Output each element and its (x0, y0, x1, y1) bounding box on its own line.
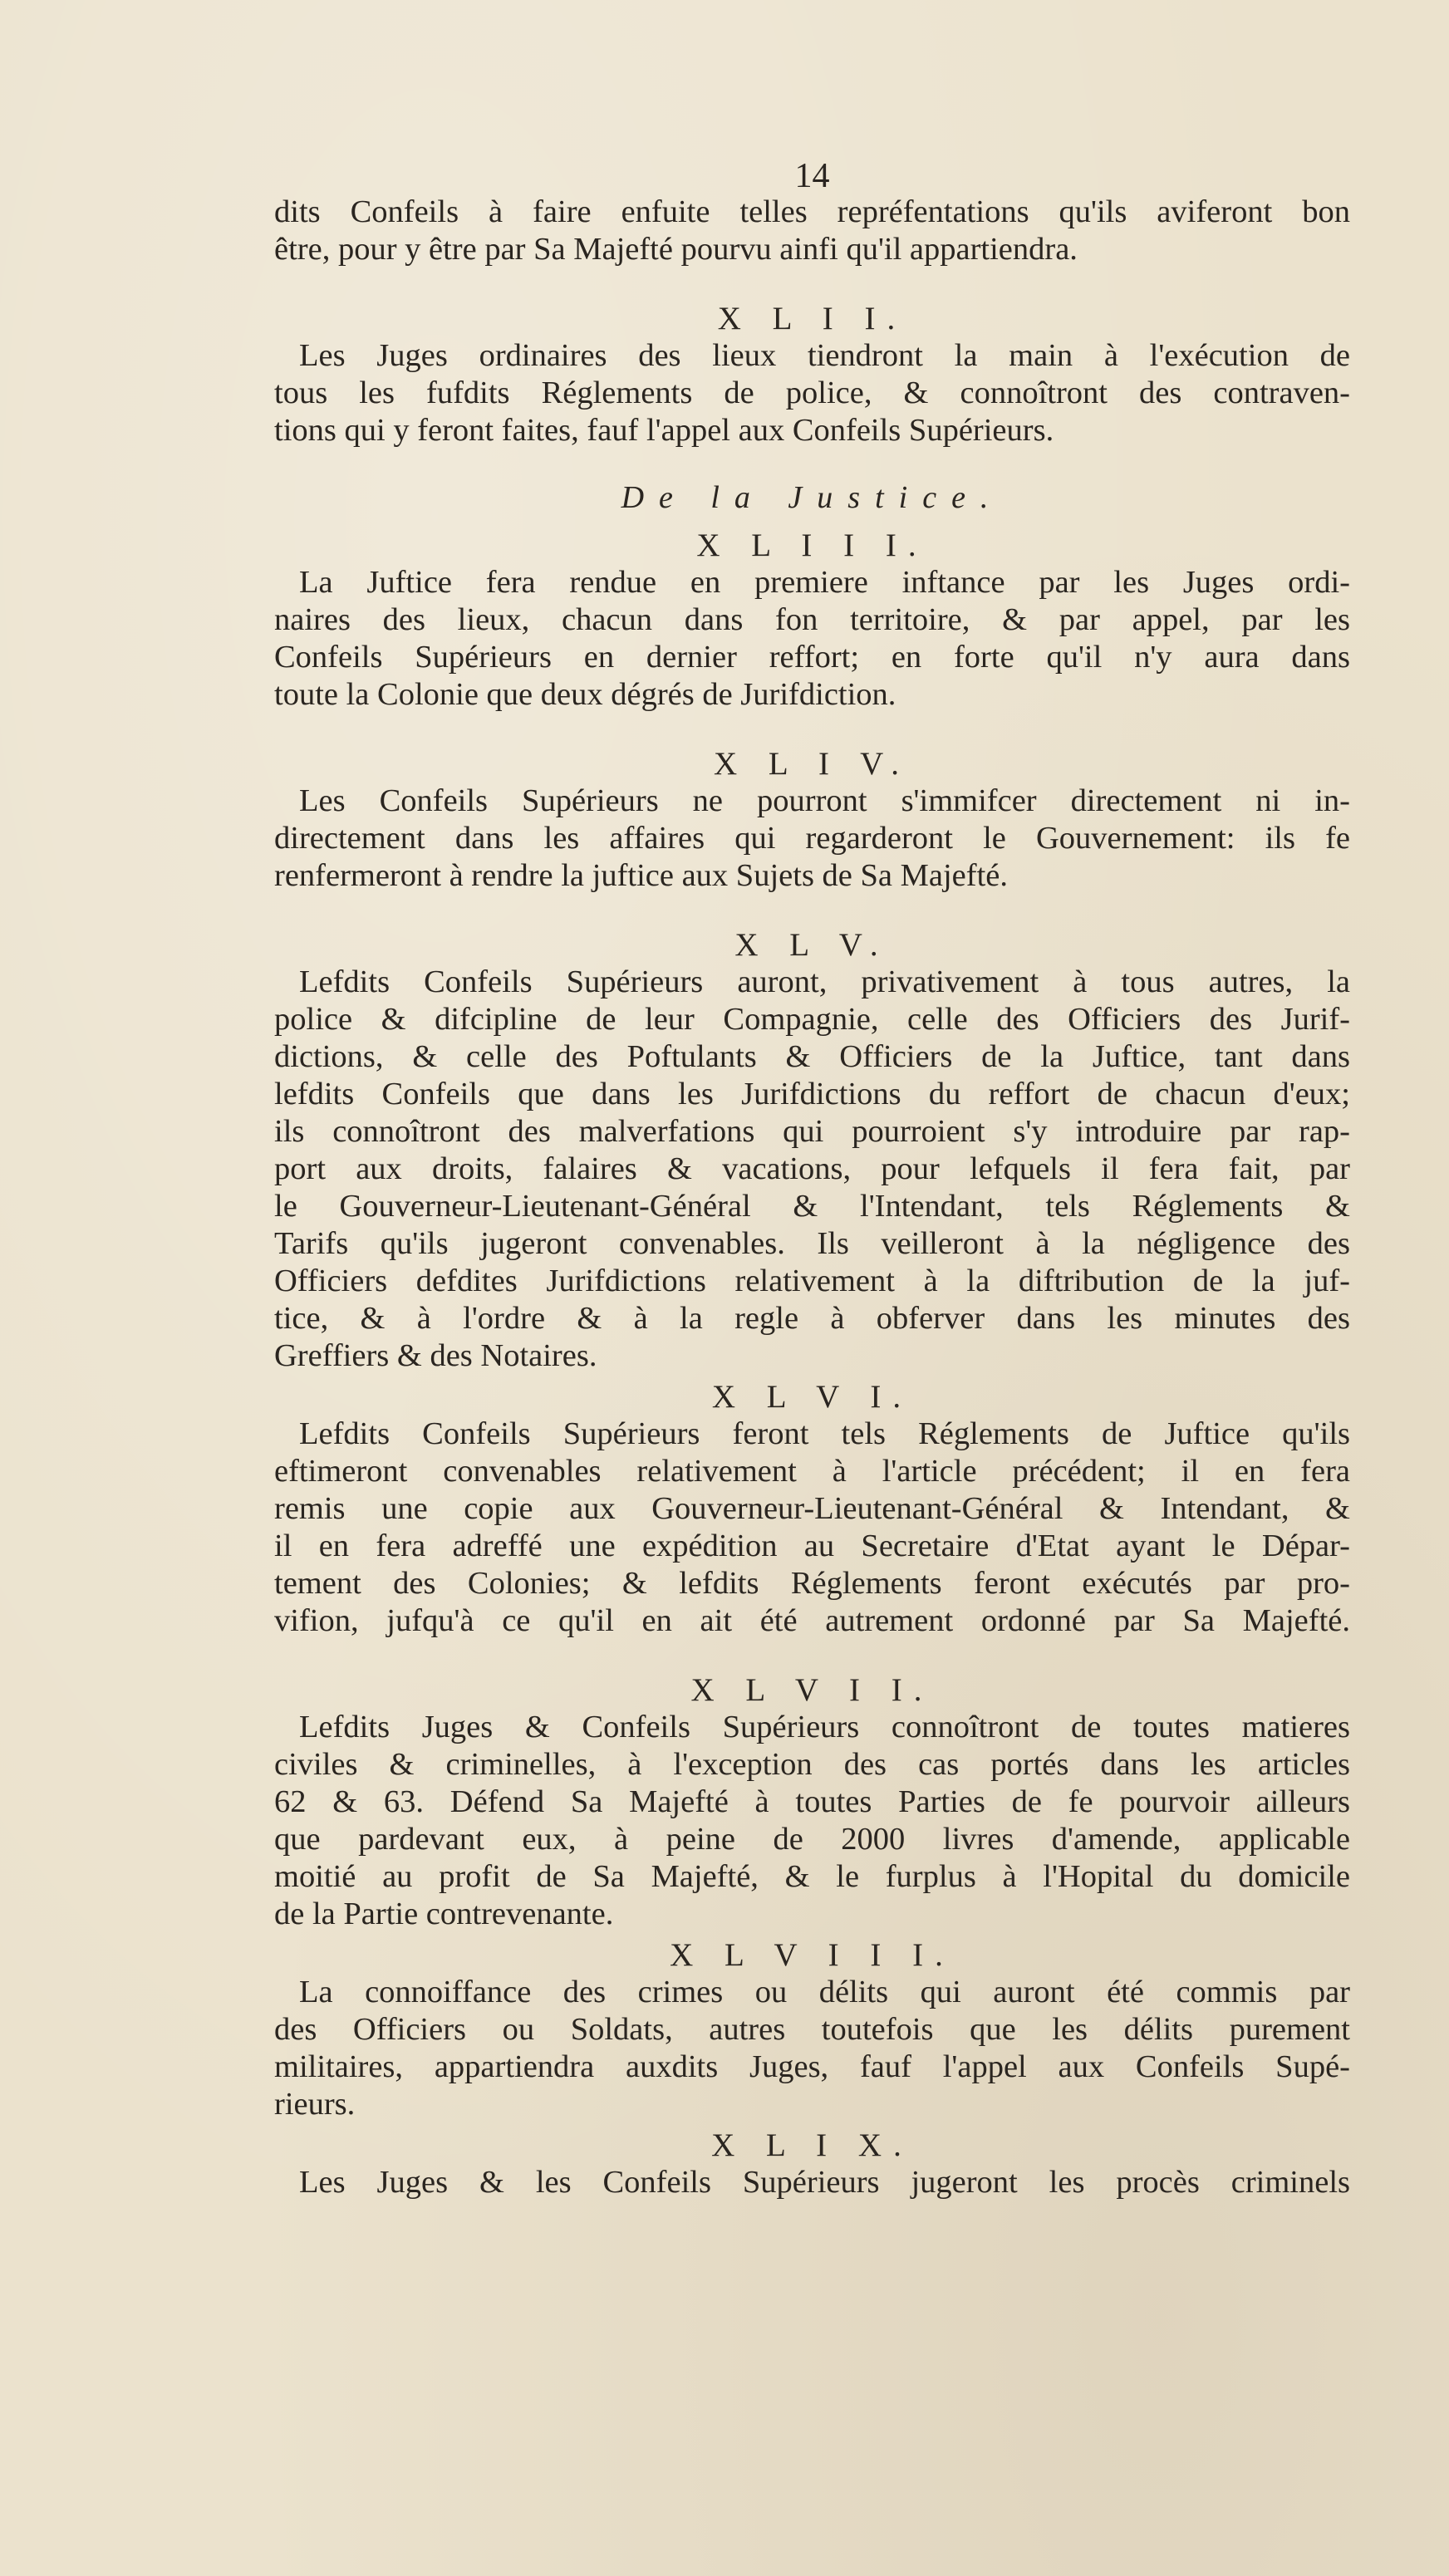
text-line: naires des lieux, chacun dans fon territoire, & par appel, par les (274, 602, 1350, 637)
page-number: 14 (794, 157, 830, 195)
article-numeral: X L V I I. (690, 1672, 934, 1708)
text-column (274, 158, 1350, 2201)
text-line: Lefdits Juges & Confeils Supérieurs connoîtront de toutes matieres (299, 1710, 1350, 1744)
text-line: de la Partie contrevenante. (274, 1896, 614, 1931)
article-45 (274, 926, 1350, 1375)
text-line: directement dans les affaires qui regarderont le Gouvernement: ils fe (274, 821, 1350, 856)
text-line: moitié au profit de Sa Majefté, & le furplus à l'Hopital du domicile (274, 1859, 1350, 1894)
text-line: militaires, appartiendra auxdits Juges, fauf l'appel aux Confeils Supé- (274, 2049, 1350, 2084)
text-line: Officiers defdites Jurifdictions relativement à la diftribution de la juf- (274, 1263, 1350, 1298)
article-numeral: X L I X. (711, 2127, 913, 2163)
article-numeral: X L I I I. (696, 527, 928, 563)
text-line: civiles & criminelles, à l'exception des cas portés dans les articles (274, 1747, 1350, 1782)
text-line: toute la Colonie que deux dégrés de Jurifdiction. (274, 677, 896, 712)
text-line: 62 & 63. Défend Sa Majefté à toutes Parties de fe pourvoir ailleurs (274, 1784, 1350, 1819)
article-46 (274, 1378, 1350, 1640)
text-line: dits Confeils à faire enfuite telles repréfentations qu'ils aviferont bon (274, 194, 1350, 229)
text-line: Lefdits Confeils Supérieurs feront tels Réglements de Juftice qu'ils (299, 1416, 1350, 1451)
article-numeral: X L I V. (714, 746, 911, 782)
text-line: Les Juges & les Confeils Supérieurs jugeront les procès criminels (299, 2165, 1350, 2200)
text-line: que pardevant eux, à peine de 2000 livres d'amende, applicable (274, 1822, 1350, 1857)
intro-paragraph (274, 194, 1350, 268)
text-line: La Juftice fera rendue en premiere inftance par les Juges ordi- (299, 565, 1350, 600)
text-line: Greffiers & des Notaires. (274, 1338, 597, 1373)
text-line: Les Juges ordinaires des lieux tiendront la main à l'exécution de (299, 338, 1350, 373)
text-line: renfermeront à rendre la juftice aux Sujets de Sa Majefté. (274, 858, 1008, 893)
text-line: port aux droits, falaires & vacations, pour lefquels il fera fait, par (274, 1151, 1350, 1186)
text-line: tions qui y feront faites, fauf l'appel aux Confeils Supérieurs. (274, 413, 1054, 448)
article-numeral: X L I I. (717, 301, 907, 336)
text-line: tement des Colonies; & lefdits Réglements feront exécutés par pro- (274, 1566, 1350, 1601)
article-numeral: X L V. (734, 927, 890, 963)
text-line: il en fera adreffé une expédition au Secretaire d'Etat ayant le Dépar- (274, 1528, 1350, 1563)
text-line: Lefdits Confeils Supérieurs auront, privativement à tous autres, la (299, 964, 1350, 999)
article-47 (274, 1671, 1350, 1933)
text-line: vifion, jufqu'à ce qu'il en ait été autrement ordonné par Sa Majefté. (274, 1603, 1350, 1638)
article-numeral: X L V I. (711, 1379, 913, 1415)
text-line: Confeils Supérieurs en dernier reffort; en forte qu'il n'y aura dans (274, 640, 1350, 675)
section-title: De la Justice. (621, 480, 1004, 515)
text-line: remis une copie aux Gouverneur-Lieutenant-Général & Intendant, & (274, 1491, 1350, 1526)
text-line: des Officiers ou Soldats, autres toutefois que les délits purement (274, 2012, 1350, 2047)
text-line: tice, & à l'ordre & à la regle à obferver dans les minutes des (274, 1301, 1350, 1336)
text-line: lefdits Confeils que dans les Jurifdictions du reffort de chacun d'eux; (274, 1077, 1350, 1111)
text-line: être, pour y être par Sa Majefté pourvu ainfi qu'il appartiendra. (274, 232, 1078, 267)
text-line: Tarifs qu'ils jugeront convenables. Ils veilleront à la négligence des (274, 1226, 1350, 1261)
text-line: ils connoîtront des malverfations qui pourroient s'y introduire par rap- (274, 1114, 1350, 1149)
article-49 (274, 2127, 1350, 2201)
article-48 (274, 1936, 1350, 2123)
text-line: Les Confeils Supérieurs ne pourront s'immifcer directement ni in- (299, 783, 1350, 818)
text-line: eftimeront convenables relativement à l'article précédent; il en fera (274, 1454, 1350, 1489)
text-line: La connoiffance des crimes ou délits qui auront été commis par (299, 1975, 1350, 2009)
text-line: police & difcipline de leur Compagnie, celle des Officiers des Jurif- (274, 1002, 1350, 1037)
text-line: le Gouverneur-Lieutenant-Général & l'Intendant, tels Réglements & (274, 1189, 1350, 1224)
article-43 (274, 527, 1350, 714)
article-44 (274, 745, 1350, 895)
text-line: dictions, & celle des Poftulants & Officiers de la Juftice, tant dans (274, 1039, 1350, 1074)
text-line: rieurs. (274, 2087, 356, 2122)
article-42 (274, 300, 1350, 449)
article-numeral: X L V I I I. (670, 1937, 955, 1973)
text-line: tous les fufdits Réglements de police, & connoîtront des contraven- (274, 375, 1350, 410)
